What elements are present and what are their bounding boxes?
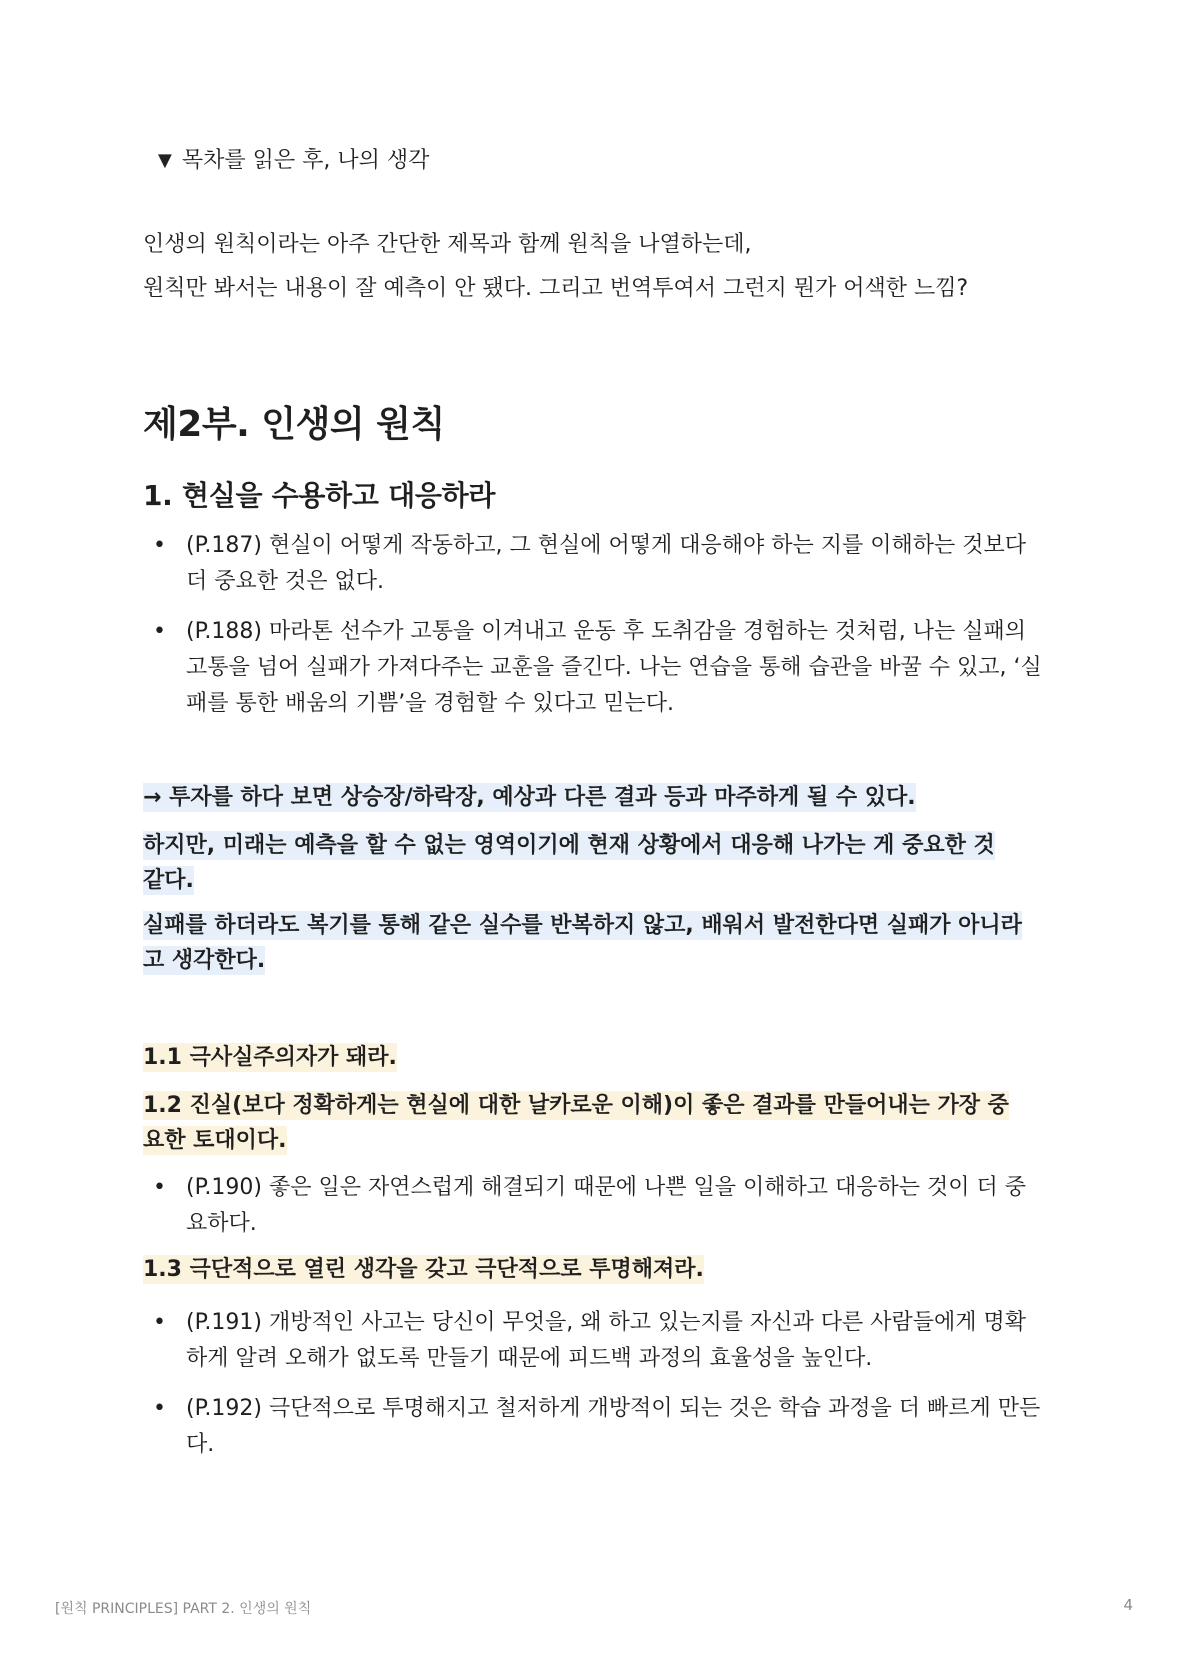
section-heading: 1. 현실을 수용하고 대응하라	[143, 479, 496, 512]
page-number: 4	[1123, 1596, 1133, 1614]
highlight-text: → 투자를 하다 보면 상승장/하락장, 예상과 다른 결과 등과 마주하게 될 수 있다.	[143, 785, 916, 810]
subheading-1-3	[143, 1252, 1023, 1287]
page-footer: [원칙 PRINCIPLES] PART 2. 인생의 원칙	[55, 1601, 312, 1617]
highlight-note-2	[143, 828, 1023, 898]
highlight-note-1	[143, 780, 1023, 815]
triangle-down-icon[interactable]: ▼	[158, 150, 172, 171]
toggle-label: 목차를 읽은 후, 나의 생각	[181, 148, 430, 173]
bullet-list-1	[143, 528, 1043, 736]
subheading-text: 1.3 극단적으로 열린 생각을 갖고 극단적으로 투명해져라.	[143, 1257, 704, 1282]
subheading-1-1	[143, 1040, 1023, 1075]
list-item: • (P.190) 좋은 일은 자연스럽게 해결되기 때문에 나쁜 일을 이해하고 대응하는 것이 더 중요하다.	[143, 1170, 1043, 1242]
toggle-block[interactable]	[158, 144, 429, 178]
subheading-text: 1.2 진실(보다 정확하게는 현실에 대한 날카로운 이해)이 좋은 결과를 만들어내는 가장 중요한 토대이다.	[143, 1093, 1009, 1153]
intro-line-1: 인생의 원칙이라는 아주 간단한 제목과 함께 원칙을 나열하는데,	[143, 232, 752, 257]
bullet-list-2	[143, 1170, 1043, 1256]
intro-line-2: 원칙만 봐서는 내용이 잘 예측이 안 됐다. 그리고 번역투여서 그런지 뭔가 어색한 느낌?	[143, 276, 969, 301]
highlight-text: 실패를 하더라도 복기를 통해 같은 실수를 반복하지 않고, 배워서 발전한다면 실패가 아니라고 생각한다.	[143, 913, 1022, 973]
part-heading: 제2부. 인생의 원칙	[143, 404, 445, 445]
list-item: • (P.187) 현실이 어떻게 작동하고, 그 현실에 어떻게 대응해야 하는 지를 이해하는 것보다 더 중요한 것은 없다.	[143, 528, 1043, 600]
subheading-1-2	[143, 1088, 1023, 1158]
list-item: • (P.191) 개방적인 사고는 당신이 무엇을, 왜 하고 있는지를 자신과 다른 사람들에게 명확하게 알려 오해가 없도록 만들기 때문에 피드백 과정의 효율성을 높인다.	[143, 1305, 1043, 1377]
bullet-list-3	[143, 1305, 1043, 1477]
highlight-note-3	[143, 908, 1023, 978]
list-item: • (P.192) 극단적으로 투명해지고 철저하게 개방적이 되는 것은 학습 과정을 더 빠르게 만든다.	[143, 1391, 1043, 1463]
highlight-text: 하지만, 미래는 예측을 할 수 없는 영역이기에 현재 상황에서 대응해 나가는 게 중요한 것 같다.	[143, 833, 995, 893]
subheading-text: 1.1 극사실주의자가 돼라.	[143, 1045, 397, 1070]
list-item: • (P.188) 마라톤 선수가 고통을 이겨내고 운동 후 도취감을 경험하는 것처럼, 나는 실패의 고통을 넘어 실패가 가져다주는 교훈을 즐긴다. 나는 연습을 통해 습관을 바꿀 수 있고, ‘실패를 통한 배움의 기쁨’을 경험할 수 있다고 믿는다.	[143, 614, 1043, 722]
